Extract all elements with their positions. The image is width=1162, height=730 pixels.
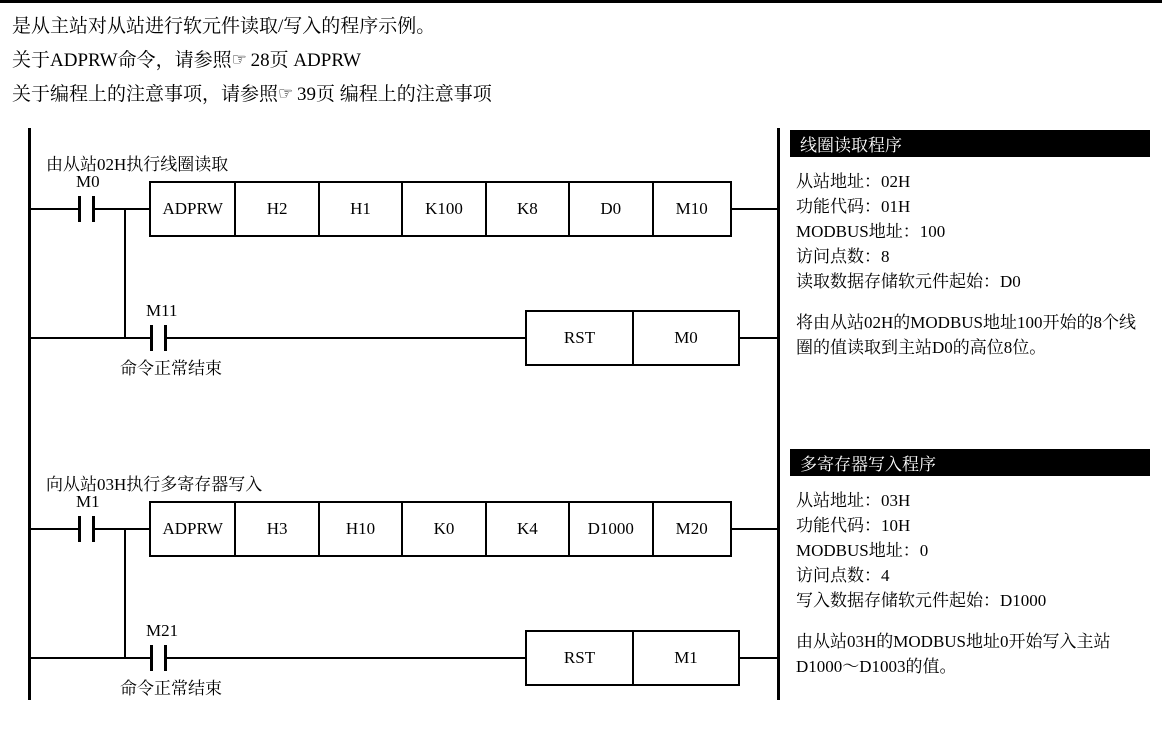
program1-rung1-wire-mid — [93, 208, 149, 210]
instruction-cell: RST — [527, 312, 634, 364]
panel-line: 访问点数：4 — [796, 566, 890, 585]
program2-branch-vertical-wire — [124, 528, 126, 658]
program1-rung2-instruction-block — [525, 310, 740, 366]
program1-rung2-wire-right — [738, 337, 778, 339]
panel-line: 功能代码：01H — [796, 197, 911, 216]
program2-rung2-wire-mid — [165, 657, 525, 659]
program2-rung1-instruction-block — [149, 501, 732, 557]
intro-line-2 — [12, 48, 1012, 74]
panel-multi-register-write — [790, 449, 1150, 679]
instruction-cell: M1 — [674, 648, 698, 667]
program2-rung2-instruction-block — [525, 630, 740, 686]
intro-line-3-post: 39页 编程上的注意事项 — [297, 84, 492, 105]
instruction-cell: H2 — [236, 183, 319, 235]
intro-line-3-pre: 关于编程上的注意事项，请参照 — [12, 84, 279, 105]
program1-rung1-wire-left — [30, 208, 80, 210]
program2-rung2-wire-right — [738, 657, 778, 659]
panel-line: 访问点数：8 — [796, 247, 890, 266]
intro-text-block — [12, 14, 1012, 116]
program2-rung1-wire-left — [30, 528, 80, 530]
program1-branch-vertical-wire — [124, 208, 126, 338]
program2-rung1-wire-mid — [93, 528, 149, 530]
program2-rung2-wire-left — [30, 657, 152, 659]
program2-rung1-wire-right — [730, 528, 778, 530]
page-top-rule — [0, 0, 1162, 3]
instruction-cell: ADPRW — [151, 183, 236, 235]
intro-line-3 — [12, 82, 1012, 108]
program2-rung2-contact-label: M21 — [146, 621, 179, 640]
instruction-cell: H10 — [320, 503, 403, 555]
intro-line-2-pre: 关于ADPRW命令，请参照 — [12, 50, 232, 71]
instruction-cell: K4 — [487, 503, 570, 555]
panel-line: 从站地址：03H — [796, 491, 911, 510]
program1-rung1-instruction-block — [149, 181, 732, 237]
program1-caption: 由从站02H执行线圈读取 — [46, 155, 229, 174]
panel-body — [790, 476, 1150, 679]
intro-line-1: 是从主站对从站进行软元件读取/写入的程序示例。 — [12, 16, 436, 37]
intro-line-2-post: 28页 ADPRW — [250, 50, 361, 71]
panel-title: 线圈读取程序 — [790, 130, 1150, 157]
instruction-cell: K100 — [403, 183, 486, 235]
left-power-rail — [28, 128, 31, 700]
instruction-cell: H3 — [236, 503, 319, 555]
instruction-cell: M10 — [675, 199, 708, 218]
program2-rung1-contact-label: M1 — [76, 492, 100, 511]
panel-line: 读取数据存储软元件起始：D0 — [796, 272, 1021, 291]
instruction-cell: ADPRW — [151, 503, 236, 555]
panel-line: 从站地址：02H — [796, 172, 911, 191]
program1-rung2-note: 命令正常结束 — [120, 359, 222, 378]
ladder-diagram — [20, 128, 780, 700]
instruction-cell: K0 — [403, 503, 486, 555]
program1-rung2-wire-left — [30, 337, 152, 339]
instruction-cell: K8 — [487, 183, 570, 235]
panel-title: 多寄存器写入程序 — [790, 449, 1150, 476]
instruction-cell: D0 — [570, 183, 653, 235]
reference-pointer-icon: ☞ — [231, 50, 246, 69]
program1-rung1-wire-right — [730, 208, 778, 210]
reference-pointer-icon: ☞ — [278, 84, 293, 103]
instruction-cell: M20 — [675, 519, 708, 538]
program2-rung2-note: 命令正常结束 — [120, 679, 222, 698]
panel-paragraph: 将由从站02H的MODBUS地址100开始的8个线圈的值读取到主站D0的高位8位。 — [796, 313, 1137, 357]
panel-line: MODBUS地址：0 — [796, 541, 929, 560]
program1-rung1-contact-label: M0 — [76, 172, 100, 191]
instruction-cell: H1 — [320, 183, 403, 235]
instruction-cell: D1000 — [570, 503, 653, 555]
panel-body — [790, 157, 1150, 360]
panel-line: MODBUS地址：100 — [796, 222, 946, 241]
program1-rung2-wire-mid — [165, 337, 525, 339]
panel-coil-read — [790, 130, 1150, 360]
right-power-rail — [777, 128, 780, 700]
panel-line: 功能代码：10H — [796, 516, 911, 535]
instruction-cell: RST — [527, 632, 634, 684]
instruction-cell: M0 — [674, 328, 698, 347]
program2-caption: 向从站03H执行多寄存器写入 — [46, 475, 263, 494]
program1-rung2-contact-label: M11 — [146, 301, 178, 320]
panel-paragraph: 由从站03H的MODBUS地址0开始写入主站D1000～D1003的值。 — [796, 632, 1111, 676]
panel-line: 写入数据存储软元件起始：D1000 — [796, 591, 1047, 610]
